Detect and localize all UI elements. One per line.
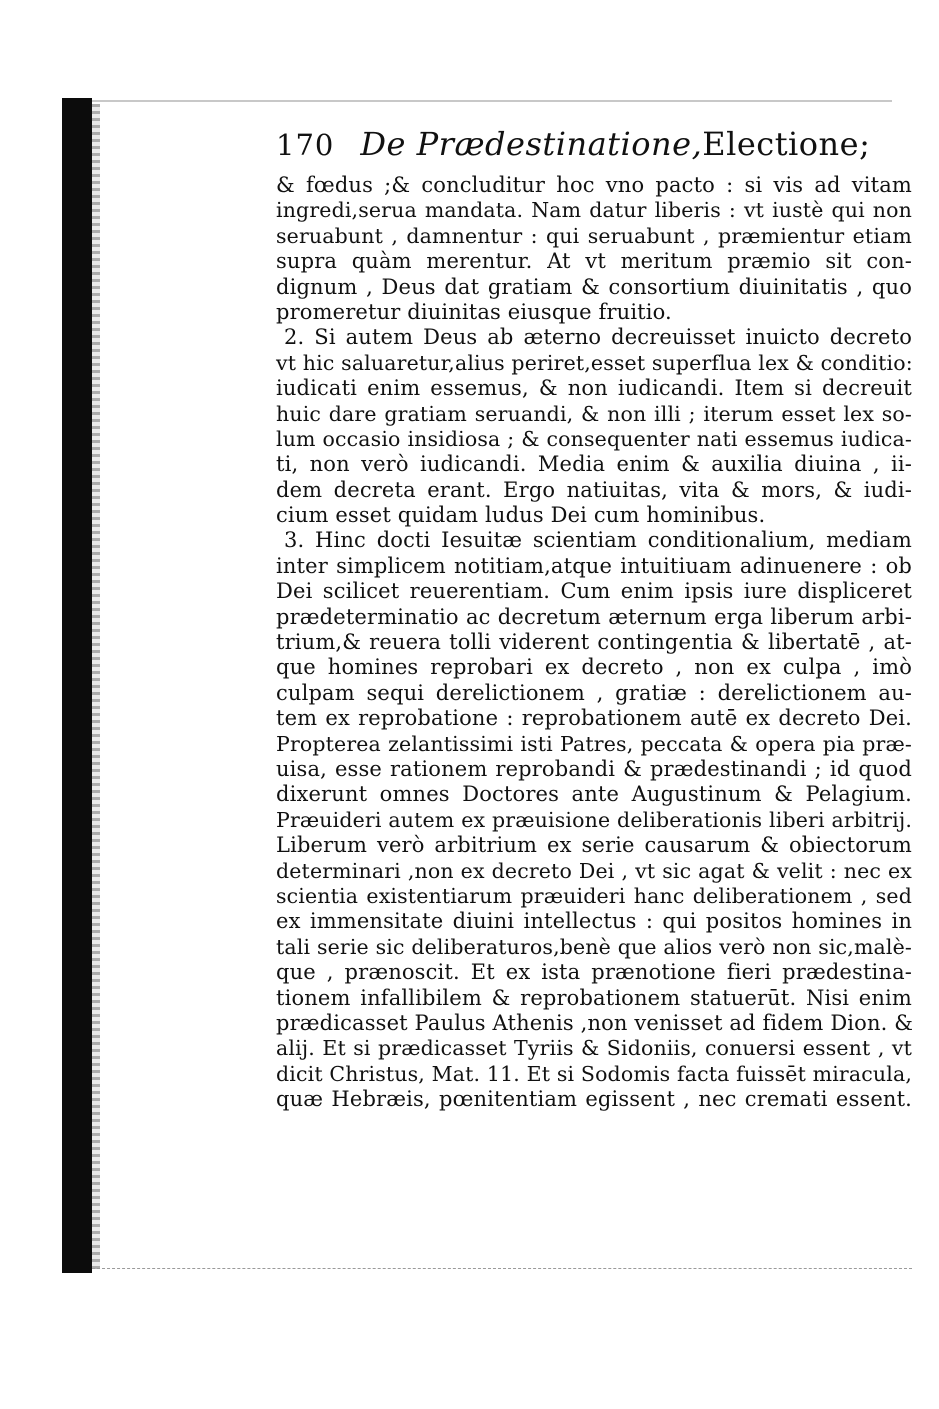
text-line: ti, non verò iudicandi. Media enim & auxilia diuina , ii- [276, 452, 912, 477]
running-header [276, 125, 912, 173]
text-line: & fœdus ;& concluditur hoc vno pacto : si vis ad vitam [276, 173, 912, 197]
text-line: ingredi,serua mandata. Nam datur liberis : vt iustè qui non [276, 198, 912, 223]
text-line: dicit Christus, Mat. 11. Et si Sodomis facta fuissēt miracula, [276, 1061, 912, 1086]
text-line: tionem infallibilem & reprobationem statuerūt. Nisi enim [276, 985, 912, 1010]
text-line: culpam sequi derelictionem , gratiæ : derelictionem au- [276, 680, 912, 705]
page-top-edge [92, 100, 892, 102]
text-line: 3. Hinc docti Iesuitæ scientiam conditionalium, mediam [284, 528, 912, 553]
page-edge [92, 104, 100, 1269]
text-line: supra quàm merentur. At vt meritum præmio sit con- [276, 249, 912, 274]
text-line: Præuideri autem ex præuisione deliberationis liberi arbitrij. [276, 807, 912, 832]
text-line: ex immensitate diuini intellectus : qui positos homines in [276, 909, 912, 934]
text-line: quæ Hebræis, pœnitentiam egissent , nec cremati essent. [276, 1087, 912, 1112]
page-bottom-edge [92, 1268, 912, 1270]
text-line: trium,& reuera tolli viderent contingentia & libertatē , at- [276, 630, 912, 655]
text-line: dignum , Deus dat gratiam & consortium diuinitatis , quo [276, 274, 912, 299]
running-title: De Prædestinatione, [360, 125, 703, 163]
text-line: vt hic saluaretur,alius periret,esset superflua lex & conditio: [276, 350, 913, 375]
text-line: determinari ,non ex decreto Dei , vt sic agat & velit : nec ex [276, 858, 912, 883]
text-line: cium esset quidam ludus Dei cum hominibus. [276, 503, 766, 528]
text-line: lum occasio insidiosa ; & consequenter nati essemus iudica- [276, 426, 912, 451]
text-line: scientia existentiarum præuideri hanc deliberationem , sed [276, 883, 912, 908]
book-spine-shadow [62, 98, 92, 1273]
text-line: uisa, esse rationem reprobandi & prædestinandi ; id quod [276, 756, 912, 781]
text-line: inter simplicem notitiam,atque intuitiuam adinuenere : ob [276, 553, 912, 578]
text-line: iudicati enim essemus, & non iudicandi. Item si decreuit [276, 376, 912, 401]
text-line: tali serie sic deliberaturos,benè que alios verò non sic,malè- [276, 934, 912, 959]
body-text [276, 173, 912, 1112]
text-line: Liberum verò arbitrium ex serie causarum & obiectorum [276, 833, 912, 858]
text-line: que , prænoscit. Et ex ista prænotione fieri prædestina- [276, 960, 912, 985]
text-line: dem decreta erant. Ergo natiuitas, vita & mors, & iudi- [276, 477, 912, 502]
text-line: huic dare gratiam seruandi, & non illi ; iterum esset lex so- [276, 401, 912, 426]
text-line: dixerunt omnes Doctores ante Augustinum & Pelagium. [276, 782, 912, 807]
text-line: prædicasset Paulus Athenis ,non venisset ad fidem Dion. & [276, 1010, 914, 1035]
text-line: tem ex reprobatione : reprobationem autē ex decreto Dei. [276, 706, 912, 731]
book-page [276, 125, 912, 1112]
text-line: Dei scilicet reuerentiam. Cum enim ipsis iure displiceret [276, 579, 912, 604]
text-line: promeretur diuinitas eiusque fruitio. [276, 299, 672, 324]
page-number: 170 [276, 128, 335, 162]
text-line: prædeterminatio ac decretum æternum erga liberum arbi- [276, 604, 912, 629]
text-line: que homines reprobari ex decreto , non ex culpa , imò [276, 655, 912, 680]
text-line: seruabunt , damnentur : qui seruabunt , præmientur etiam [276, 223, 912, 248]
text-line: alij. Et si prædicasset Tyriis & Sidoniis, conuersi essent , vt [276, 1036, 912, 1061]
running-title-rest: Electione; [702, 125, 871, 163]
text-line: 2. Si autem Deus ab æterno decreuisset inuicto decreto [284, 325, 912, 350]
text-line: Propterea zelantissimi isti Patres, peccata & opera pia præ- [276, 731, 912, 756]
